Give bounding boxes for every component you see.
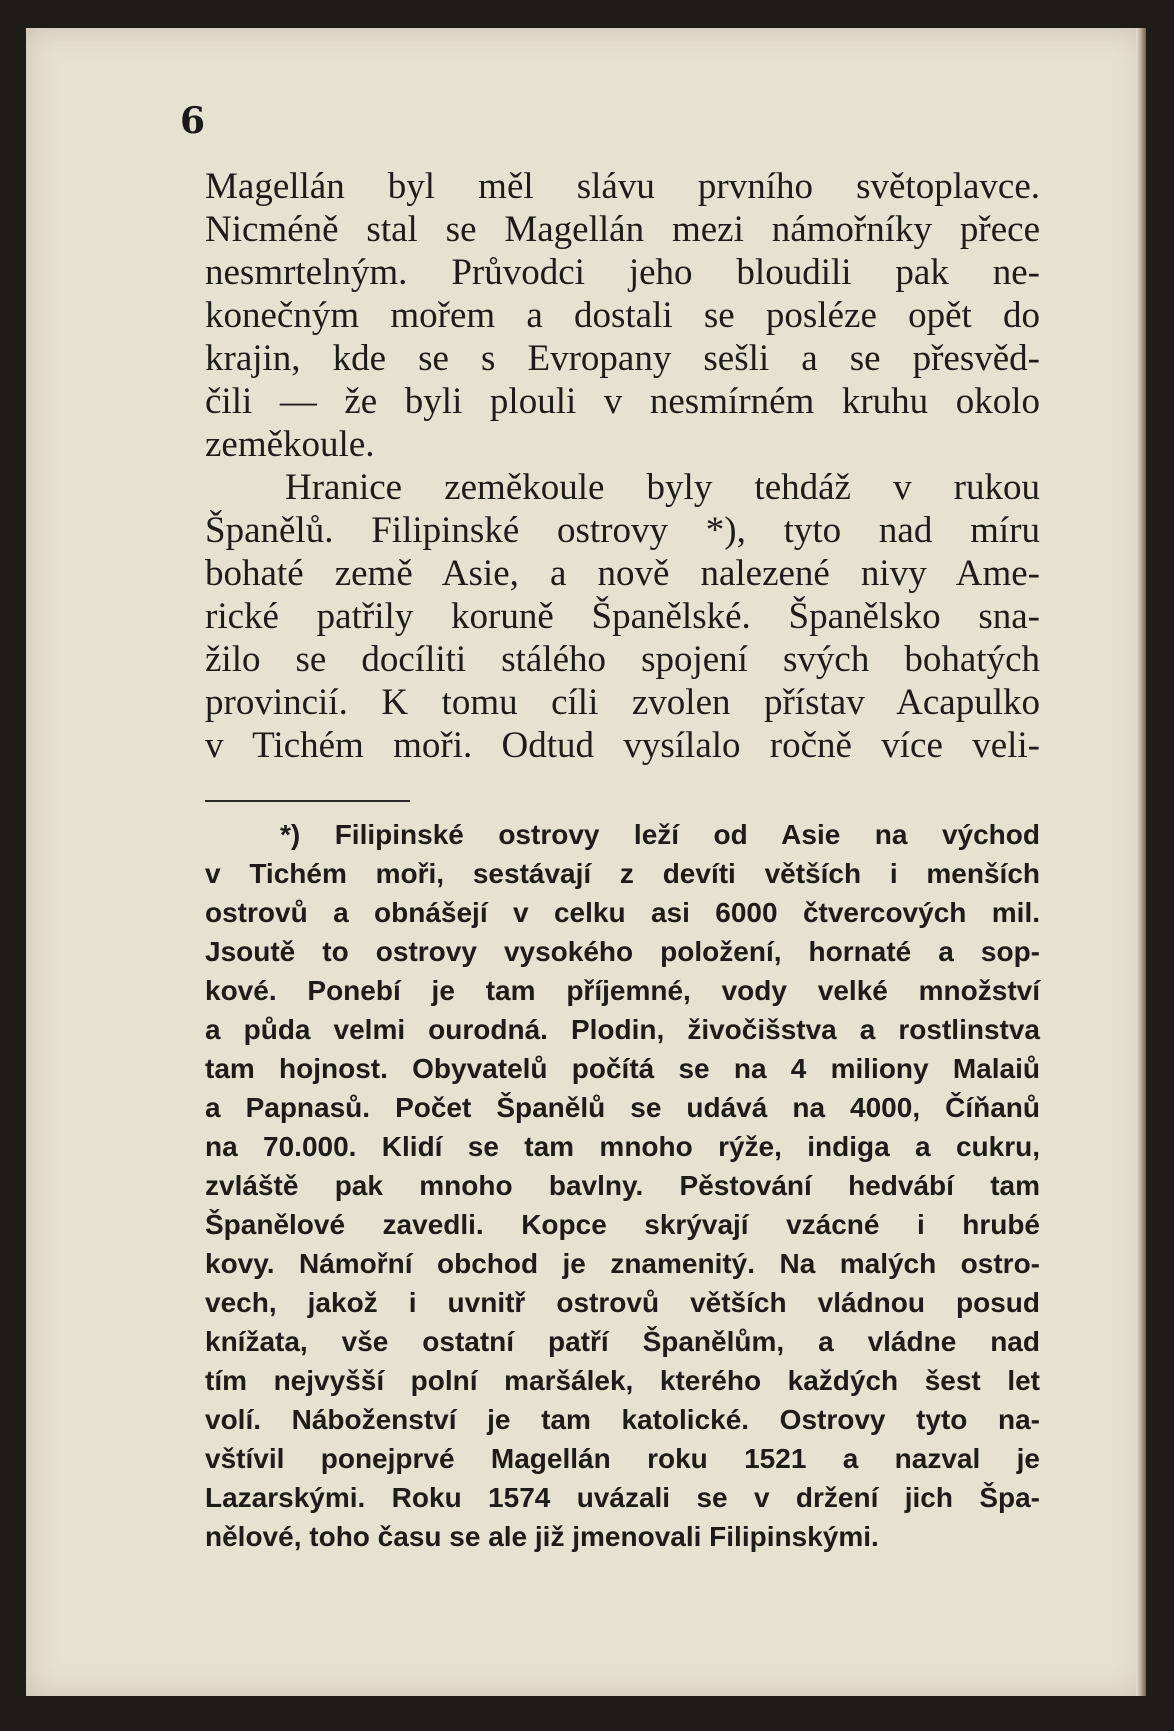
footnote-line: kovy. Námořní obchod je znamenitý. Na malých ostro- (205, 1248, 1040, 1279)
footnote-line: a Papnasů. Počet Španělů se udává na 4000, Číňanů (205, 1092, 1040, 1123)
body-line: čili — že byli plouli v nesmírném kruhu okolo (205, 381, 1040, 422)
page-number: 6 (180, 100, 206, 142)
footnote-line: Lazarskými. Roku 1574 uvázali se v držení jich Špa- (205, 1482, 1040, 1513)
body-line: bohaté země Asie, a nově nalezené nivy Ame- (205, 553, 1040, 594)
footnote-line: knížata, vše ostatní patří Španělům, a vládne nad (205, 1326, 1040, 1357)
body-text (205, 165, 1040, 767)
footnote-line: tím nejvyšší polní maršálek, kterého každých šest let (205, 1365, 1040, 1396)
footnote (205, 815, 1040, 1556)
footnote-line: v Tichém moři, sestávají z devíti větších i menších (205, 858, 1040, 889)
body-line: Španělů. Filipinské ostrovy *), tyto nad míru (205, 510, 1040, 551)
body-line: nesmrtelným. Průvodci jeho bloudili pak ne- (205, 252, 1040, 293)
footnote-line: vech, jakož i uvnitř ostrovů větších vládnou posud (205, 1287, 1040, 1318)
page-binding-edge (1136, 28, 1146, 1696)
footnote-line: kové. Ponebí je tam příjemné, vody velké množství (205, 975, 1040, 1006)
body-line: zeměkoule. (205, 424, 375, 465)
body-line: žilo se docíliti stálého spojení svých bohatých (205, 639, 1040, 680)
body-line: konečným mořem a dostali se posléze opět do (205, 295, 1040, 336)
body-line: rické patřily koruně Španělské. Španělsko sna- (205, 596, 1040, 637)
body-line: provincií. K tomu cíli zvolen přístav Acapulko (205, 682, 1040, 723)
footnote-separator-rule (205, 800, 410, 802)
footnote-line: na 70.000. Klidí se tam mnoho rýže, indiga a cukru, (205, 1131, 1040, 1162)
body-line: krajin, kde se s Evropany sešli a se přesvěd- (205, 338, 1040, 379)
footnote-line: *) Filipinské ostrovy leží od Asie na východ (280, 819, 1040, 850)
footnote-line: tam hojnost. Obyvatelů počítá se na 4 miliony Malaiů (205, 1053, 1040, 1084)
footnote-line: zvláště pak mnoho bavlny. Pěstování hedvábí tam (205, 1170, 1040, 1201)
footnote-line: volí. Náboženství je tam katolické. Ostrovy tyto na- (205, 1404, 1040, 1435)
footnote-line: ostrovů a obnášejí v celku asi 6000 čtvercových mil. (205, 897, 1040, 928)
footnote-line: Španělové zavedli. Kopce skrývají vzácné i hrubé (205, 1209, 1040, 1240)
footnote-line: nělové, toho času se ale již jmenovali Filipinskými. (205, 1521, 879, 1552)
footnote-line: a půda velmi ourodná. Plodin, živočišstva a rostlinstva (205, 1014, 1040, 1045)
body-line: v Tichém moři. Odtud vysílalo ročně více veli- (205, 725, 1040, 766)
footnote-line: Jsoutě to ostrovy vysokého položení, hornaté a sop- (205, 936, 1040, 967)
body-line: Magellán byl měl slávu prvního světoplavce. (205, 166, 1040, 207)
body-line: Nicméně stal se Magellán mezi námořníky přece (205, 209, 1040, 250)
footnote-line: vštívil ponejprvé Magellán roku 1521 a nazval je (205, 1443, 1040, 1474)
body-line: Hranice zeměkoule byly tehdáž v rukou (285, 467, 1040, 508)
